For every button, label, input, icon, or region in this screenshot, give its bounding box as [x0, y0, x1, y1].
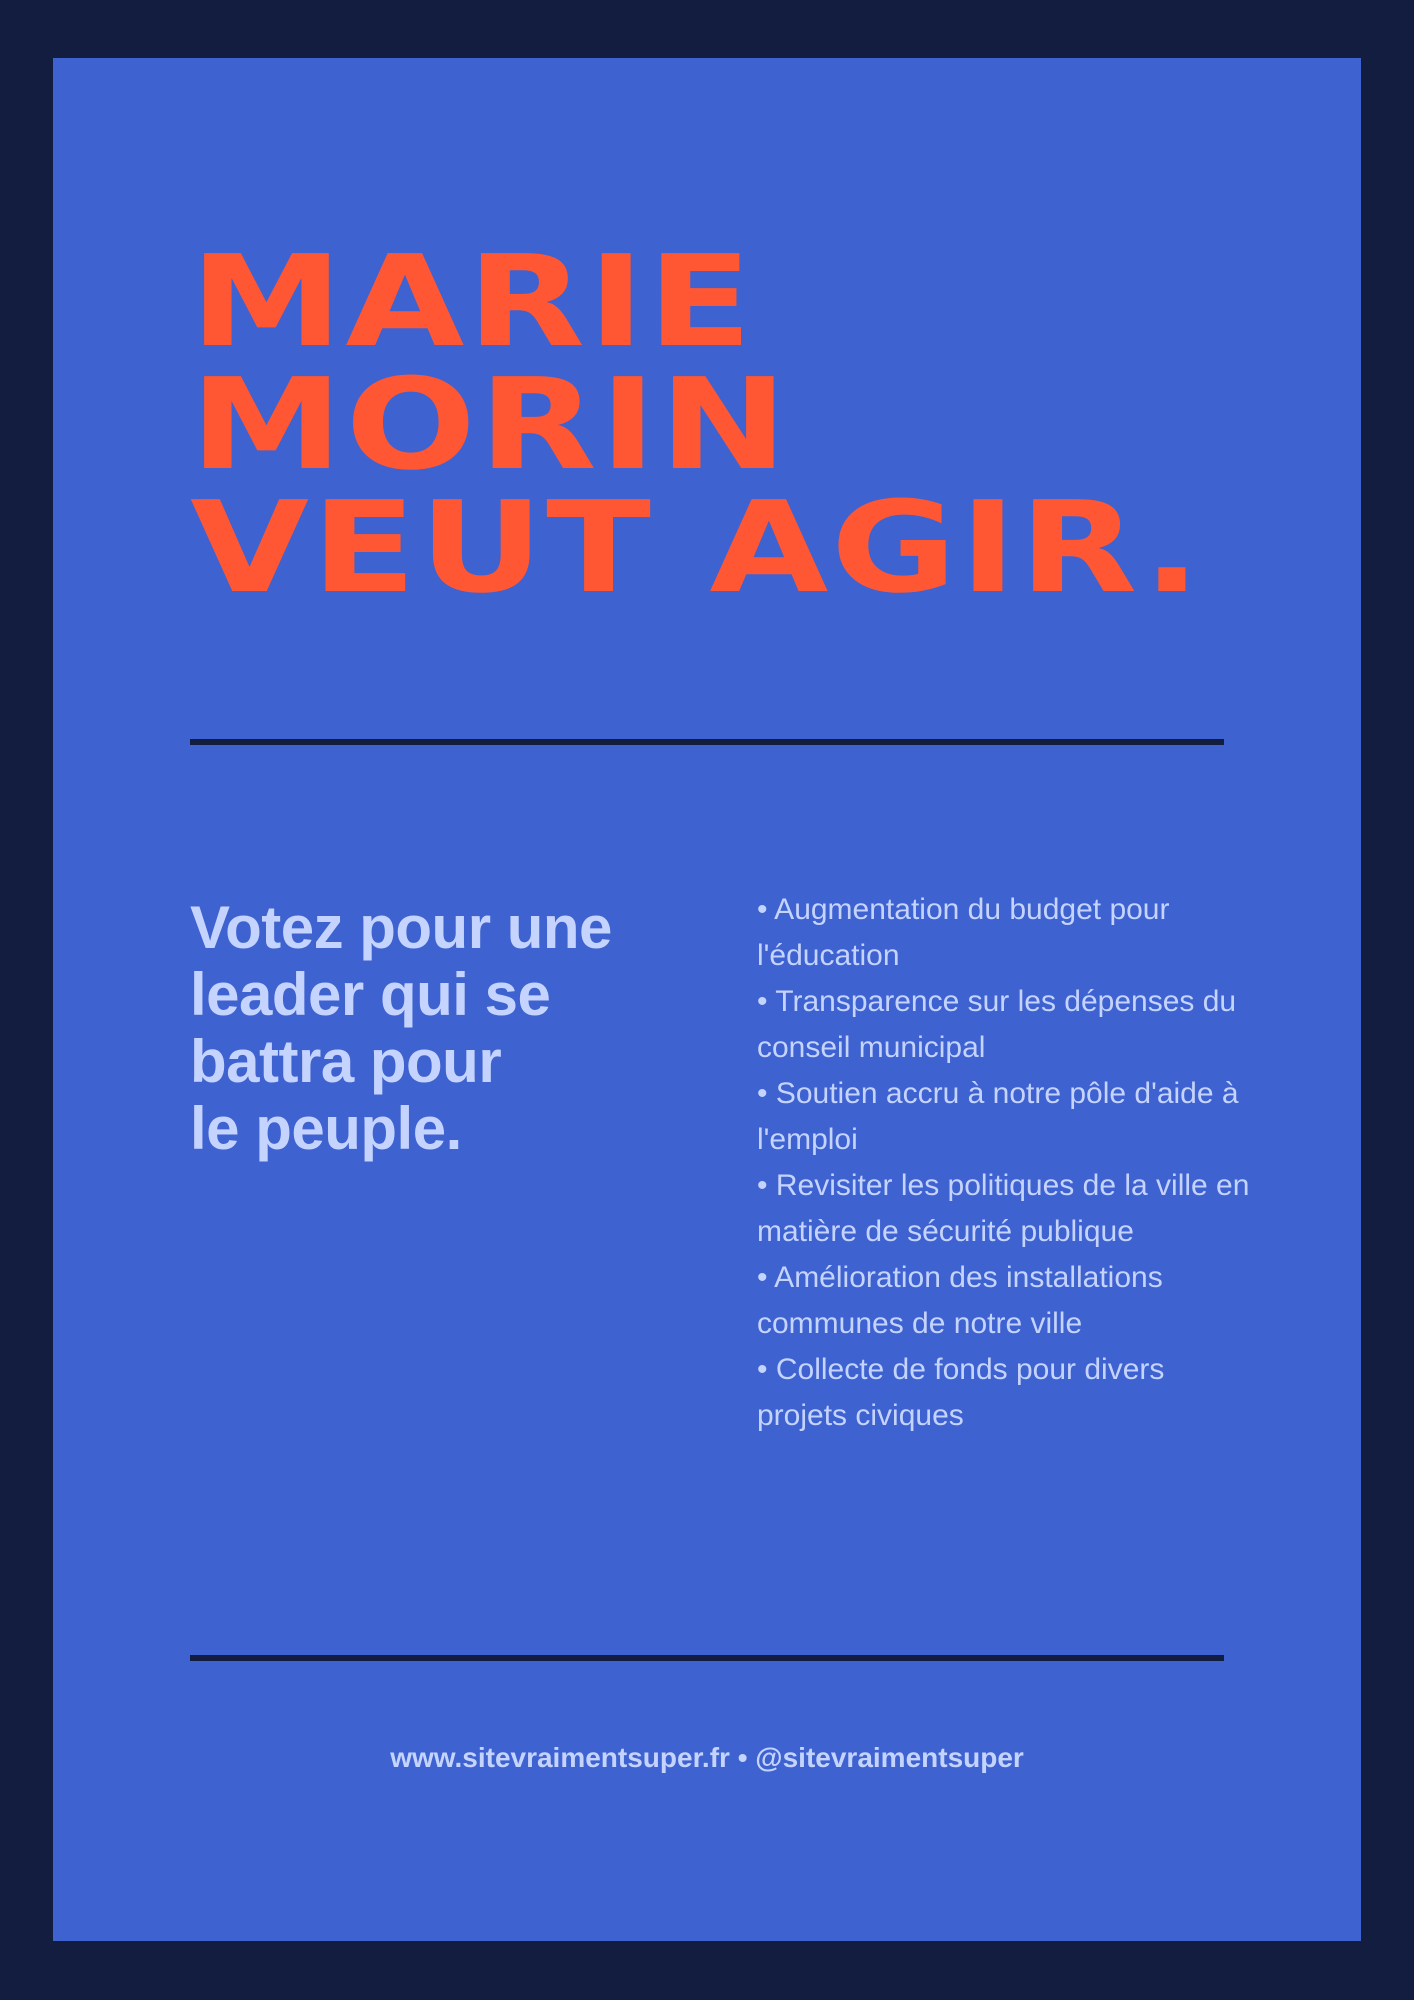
pledge-item: • Collecte de fonds pour divers projets civiques [757, 1353, 1165, 1432]
headline-line-3: VEUT AGIR. [190, 474, 1204, 621]
pledge-item: • Amélioration des installations communes de notre ville [757, 1261, 1163, 1340]
footer-contact: www.sitevraimentsuper.fr • @sitevraimentsuper [390, 1742, 1024, 1773]
tagline [190, 894, 612, 1162]
pledge-list [757, 887, 1257, 1439]
bottom-divider [190, 1655, 1224, 1661]
campaign-poster [53, 58, 1361, 1941]
tagline-line-4: le peuple. [190, 1095, 462, 1162]
tagline-line-2: leader qui se [190, 961, 551, 1028]
tagline-line-3: battra pour [190, 1028, 502, 1095]
headline-line-2: MORIN [190, 351, 791, 498]
pledge-item: • Soutien accru à notre pôle d'aide à l'emploi [757, 1077, 1239, 1156]
top-divider [190, 739, 1224, 745]
headline [190, 228, 1204, 621]
pledge-item: • Augmentation du budget pour l'éducation [757, 893, 1170, 972]
tagline-line-1: Votez pour une [190, 894, 612, 961]
headline-line-1: MARIE [190, 228, 755, 375]
pledge-item: • Transparence sur les dépenses du conseil municipal [757, 985, 1237, 1064]
pledge-item: • Revisiter les politiques de la ville en matière de sécurité publique [757, 1169, 1250, 1248]
